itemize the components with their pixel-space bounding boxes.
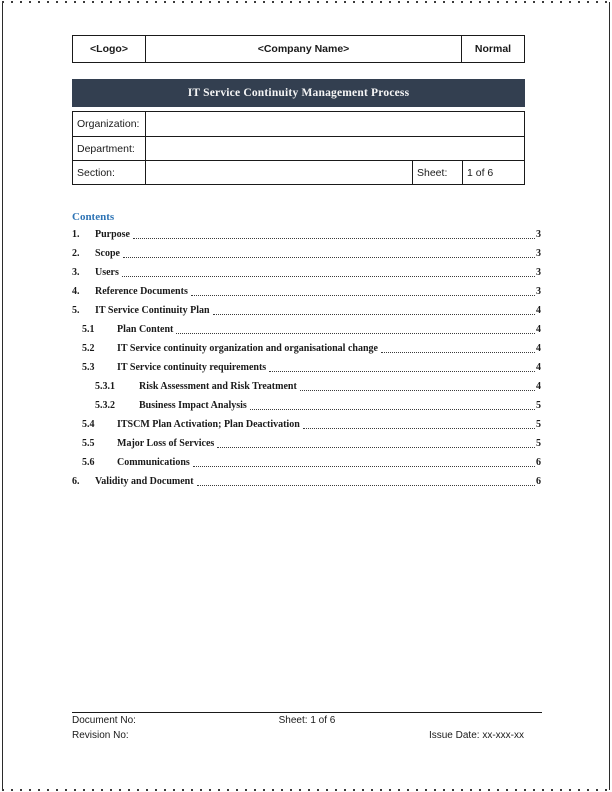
toc-dot-leader [269, 371, 535, 372]
toc-dot-leader [133, 238, 535, 239]
toc-entry-number: 1. [72, 229, 80, 240]
toc-entry-title: Risk Assessment and Risk Treatment [139, 381, 297, 392]
toc-entry-title: Communications [117, 457, 190, 468]
toc-dot-leader [197, 485, 535, 486]
toc-entry-number: 5.3.2 [95, 400, 115, 411]
toc-entry[interactable] [72, 262, 541, 281]
toc-entry-page: 5 [536, 438, 541, 449]
toc-entry-number: 5.6 [82, 457, 95, 468]
department-label: Department: [73, 137, 146, 160]
toc-entry[interactable] [72, 281, 541, 300]
section-row [73, 160, 524, 184]
toc-entry-number: 4. [72, 286, 80, 297]
toc-entry[interactable] [72, 452, 541, 471]
toc-entry-page: 3 [536, 229, 541, 240]
contents-heading: Contents [72, 211, 115, 223]
toc-entry-number: 5.5 [82, 438, 95, 449]
page-border-top-dotted [2, 1, 610, 3]
document-title-bar [72, 79, 525, 107]
toc-dot-leader [193, 466, 535, 467]
toc-entry-page: 6 [536, 457, 541, 468]
organization-value[interactable] [146, 112, 524, 136]
toc-entry-number: 5. [72, 305, 80, 316]
document-info-table [72, 111, 525, 185]
footer-sheet-label: Sheet: 1 of 6 [278, 715, 336, 726]
toc-entry-page: 4 [536, 362, 541, 373]
toc-entry-page: 3 [536, 286, 541, 297]
toc-entry[interactable] [72, 414, 541, 433]
footer-row-1 [72, 714, 542, 729]
toc-entry-page: 3 [536, 248, 541, 259]
toc-entry-number: 5.4 [82, 419, 95, 430]
toc-dot-leader [123, 257, 535, 258]
toc-entry-title: IT Service continuity requirements [117, 362, 267, 373]
toc-entry-title: Reference Documents [95, 286, 188, 297]
toc-entry[interactable] [72, 338, 541, 357]
toc-entry-page: 4 [536, 381, 541, 392]
footer-row-2 [72, 729, 542, 744]
toc-entry-title: Scope [95, 248, 120, 259]
toc-entry[interactable] [72, 471, 541, 490]
toc-entry-title: Major Loss of Services [117, 438, 215, 449]
toc-dot-leader [176, 333, 535, 334]
revision-no-label: Revision No: [72, 730, 129, 741]
toc-entry[interactable] [72, 395, 541, 414]
toc-entry-number: 5.3 [82, 362, 95, 373]
toc-entry-number: 5.3.1 [95, 381, 115, 392]
toc-entry[interactable] [72, 319, 541, 338]
toc-dot-leader [217, 447, 535, 448]
toc-entry-title: Purpose [95, 229, 130, 240]
table-of-contents [72, 224, 541, 490]
logo-placeholder: <Logo> [73, 36, 146, 62]
toc-entry-number: 5.1 [82, 324, 95, 335]
toc-dot-leader [122, 276, 535, 277]
department-row [73, 136, 524, 160]
toc-entry-number: 2. [72, 248, 80, 259]
toc-entry[interactable] [72, 376, 541, 395]
toc-entry-page: 4 [536, 343, 541, 354]
toc-entry-number: 6. [72, 476, 80, 487]
toc-entry-page: 3 [536, 267, 541, 278]
document-no-label: Document No: [72, 715, 136, 726]
toc-dot-leader [300, 390, 535, 391]
organization-label: Organization: [73, 112, 146, 136]
sheet-label: Sheet: [412, 161, 462, 184]
document-header-table [72, 35, 525, 63]
toc-entry-title: Plan Content [117, 324, 174, 335]
page-border-bottom-dotted [2, 789, 610, 791]
toc-entry-title: Validity and Document [95, 476, 194, 487]
toc-entry-page: 6 [536, 476, 541, 487]
toc-entry[interactable] [72, 243, 541, 262]
toc-dot-leader [213, 314, 535, 315]
classification-label: Normal [474, 43, 512, 55]
toc-entry-page: 4 [536, 324, 541, 335]
toc-entry-title: Business Impact Analysis [139, 400, 247, 411]
toc-entry[interactable] [72, 433, 541, 452]
toc-entry[interactable] [72, 357, 541, 376]
section-value[interactable] [146, 161, 412, 184]
section-label: Section: [73, 161, 146, 184]
toc-dot-leader [381, 352, 535, 353]
toc-entry-number: 3. [72, 267, 80, 278]
page-footer [72, 712, 542, 744]
toc-entry-page: 4 [536, 305, 541, 316]
toc-entry-page: 5 [536, 419, 541, 430]
toc-entry[interactable] [72, 224, 541, 243]
document-title: IT Service Continuity Management Process [187, 87, 410, 99]
toc-dot-leader [303, 428, 535, 429]
sheet-value: 1 of 6 [462, 161, 524, 184]
toc-dot-leader [250, 409, 535, 410]
company-name-placeholder: <Company Name> [146, 36, 462, 62]
toc-entry[interactable] [72, 300, 541, 319]
toc-entry-title: IT Service Continuity Plan [95, 305, 210, 316]
organization-row [73, 112, 524, 136]
issue-date-label: Issue Date: xx-xxx-xx [428, 730, 524, 741]
toc-entry-title: ITSCM Plan Activation; Plan Deactivation [117, 419, 300, 430]
department-value[interactable] [146, 137, 524, 160]
toc-entry-number: 5.2 [82, 343, 95, 354]
toc-entry-title: Users [95, 267, 119, 278]
toc-entry-title: IT Service continuity organization and organisational change [117, 343, 378, 354]
toc-entry-page: 5 [536, 400, 541, 411]
toc-dot-leader [191, 295, 535, 296]
